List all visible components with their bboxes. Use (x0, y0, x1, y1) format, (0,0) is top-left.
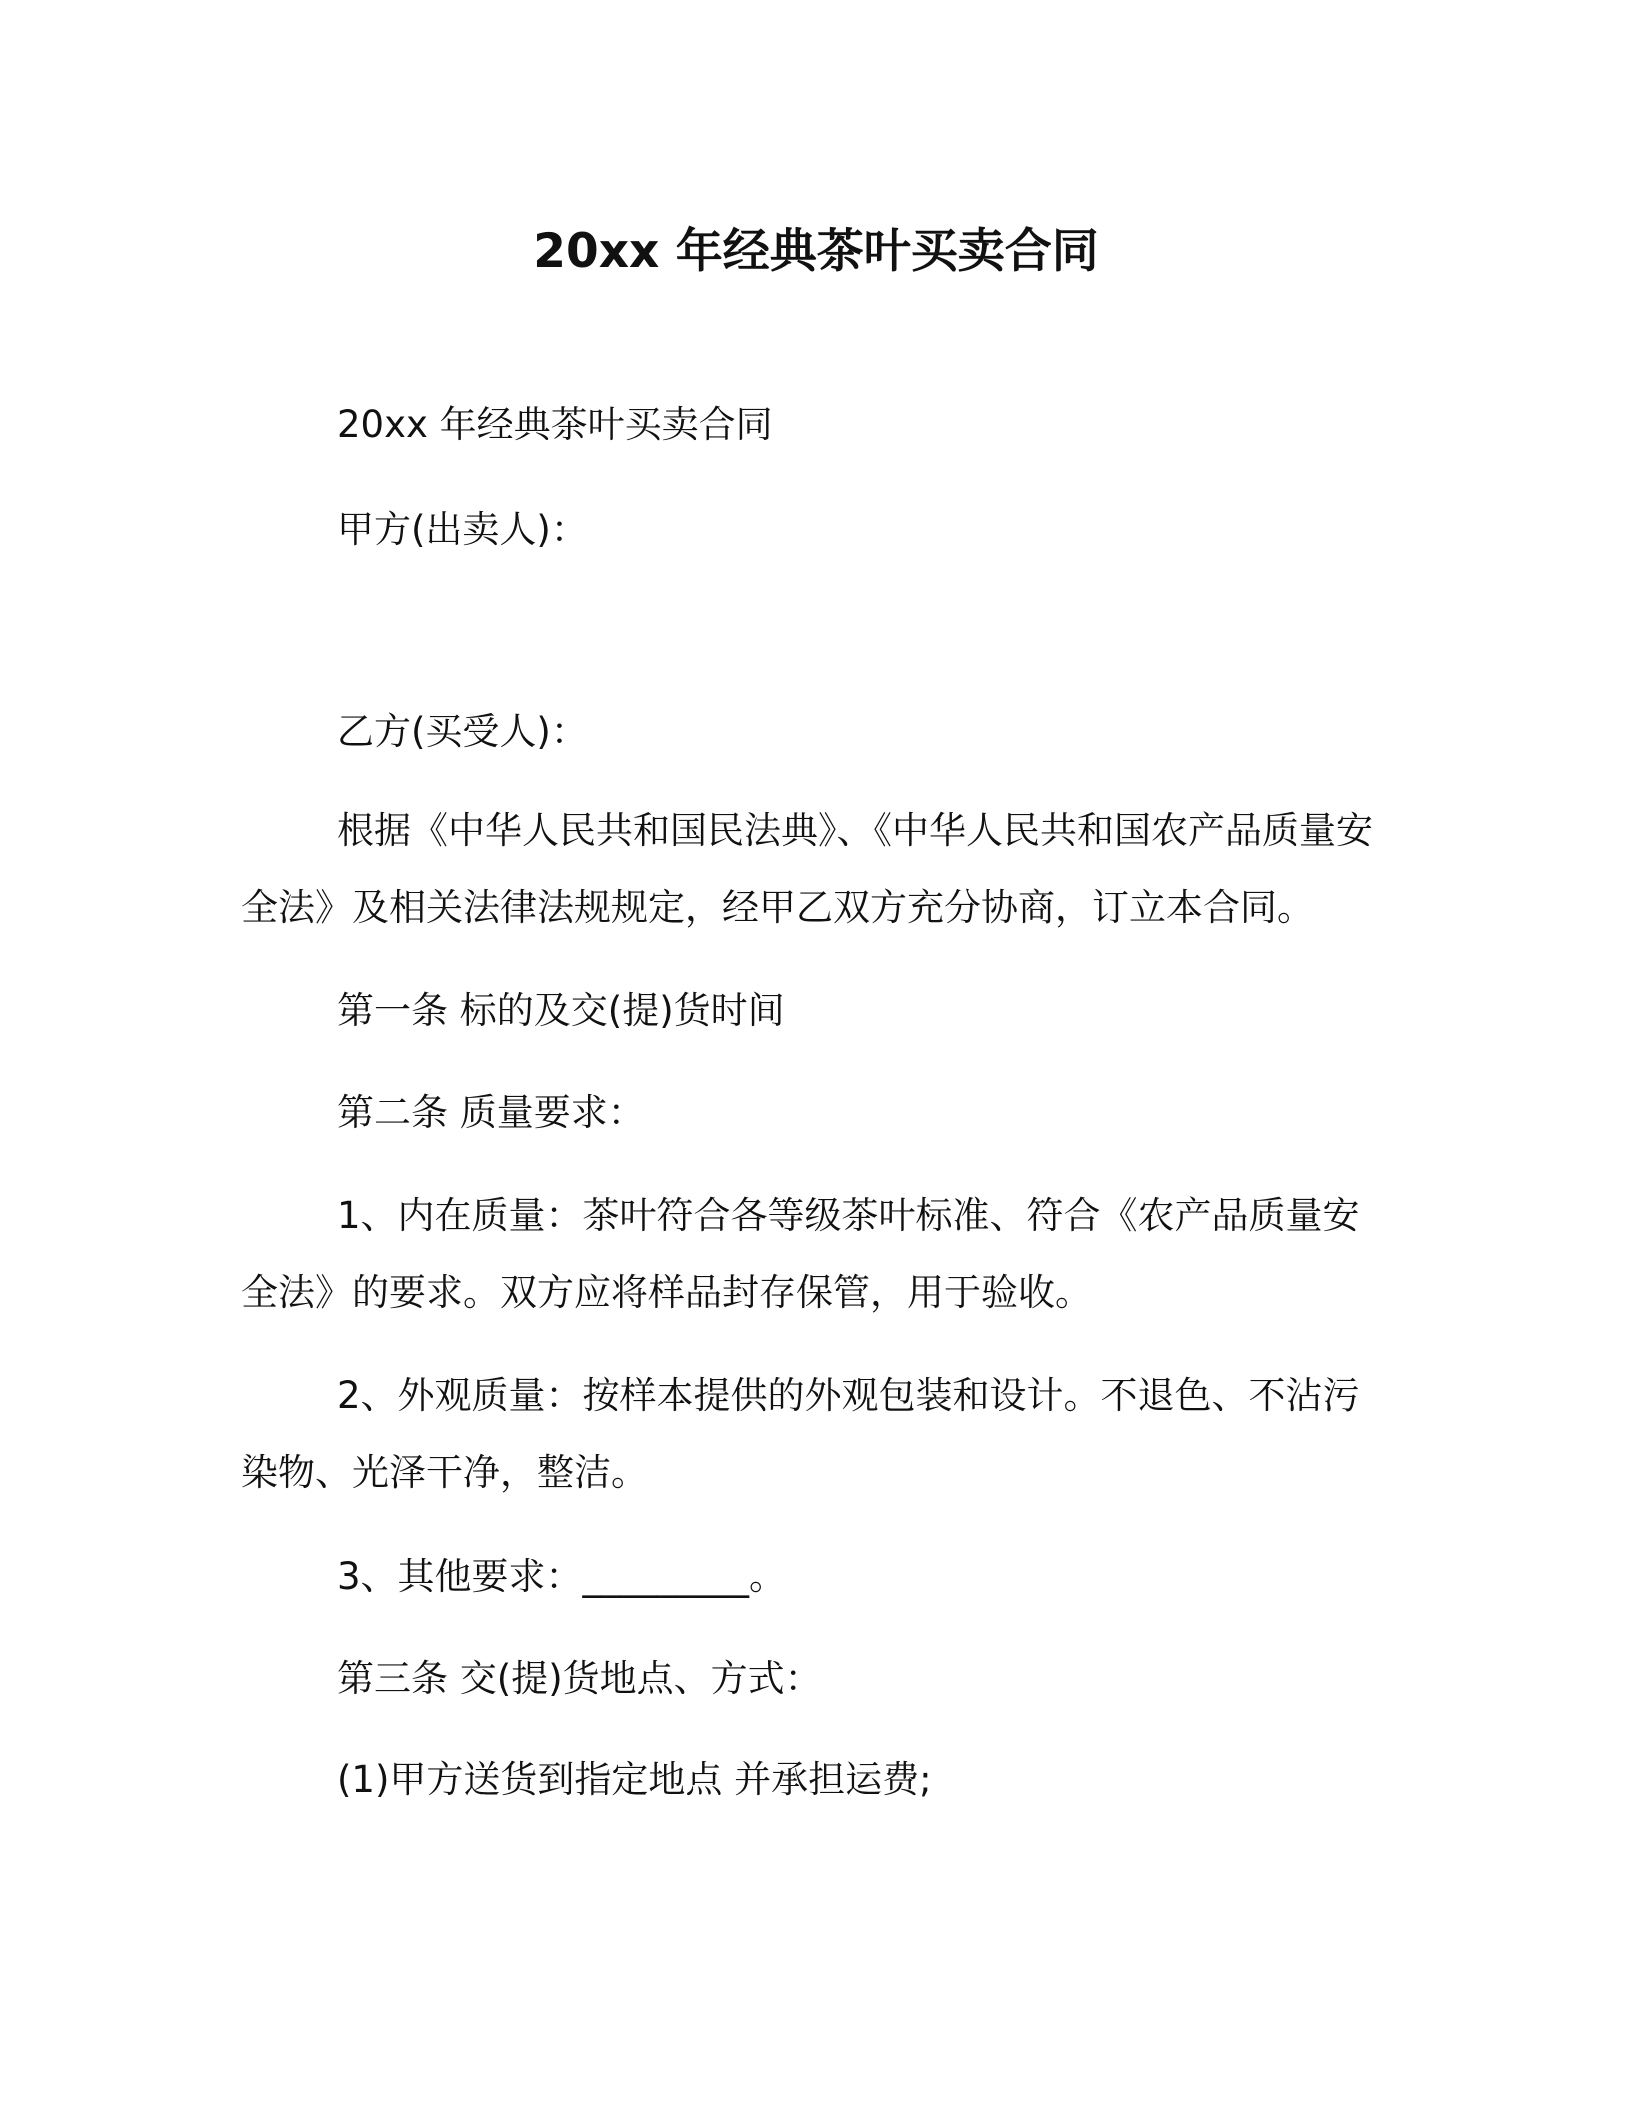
contract-heading-paragraph: 20xx 年经典茶叶买卖合同 (337, 403, 773, 446)
intrinsic-quality-paragraph: 1、内在质量：茶叶符合各等级茶叶标准、符合《农产品质量安全法》的要求。双方应将样品封存保管，用于验收。 (241, 1194, 1360, 1314)
article-two-paragraph: 第二条 质量要求： (337, 1091, 645, 1134)
article-three-paragraph: 第三条 交(提)货地点、方式： (337, 1657, 822, 1700)
appearance-quality-paragraph: 2、外观质量：按样本提供的外观包装和设计。不退色、不沾污染物、光泽干净，整洁。 (241, 1374, 1360, 1494)
legal-basis-paragraph: 根据《中华人民共和国民法典》、《中华人民共和国农产品质量安全法》及相关法律法规规定，经甲乙双方充分协商，订立本合同。 (241, 809, 1373, 929)
party-a-seller-paragraph: 甲方(出卖人)： (337, 508, 588, 551)
document-title: 20xx 年经典茶叶买卖合同 (533, 224, 1099, 279)
delivery-method-one-paragraph: (1)甲方送货到指定地点 并承担运费; (337, 1758, 932, 1801)
article-one-paragraph: 第一条 标的及交(提)货时间 (337, 989, 785, 1032)
party-b-buyer-paragraph: 乙方(买受人)： (337, 710, 588, 753)
other-requirements-paragraph: 3、其他要求：_________。 (337, 1555, 787, 1598)
